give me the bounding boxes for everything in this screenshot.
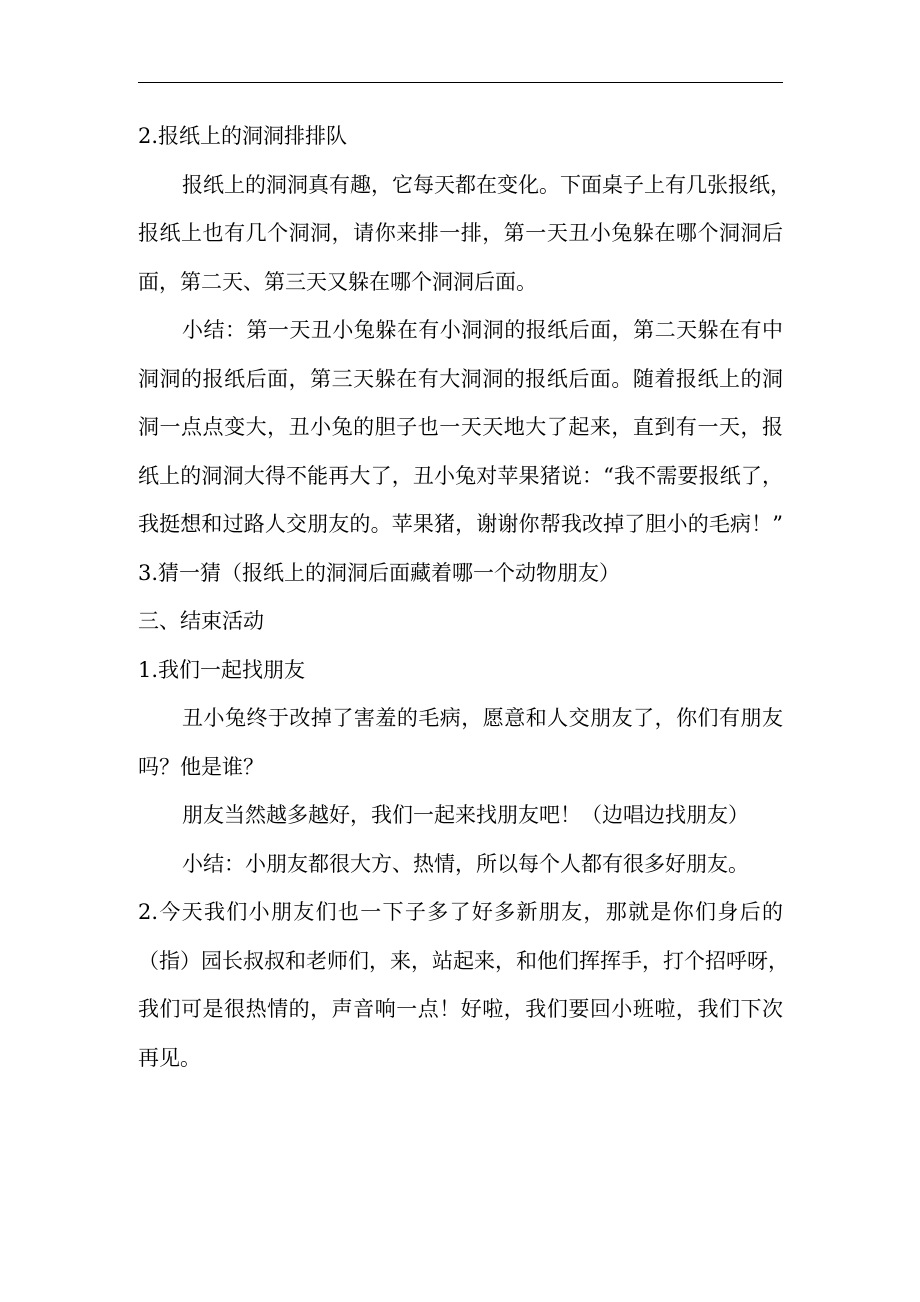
paragraph-line: 小结：第一天丑小兔躲在有小洞洞的报纸后面，第二天躲在有中 xyxy=(182,318,783,342)
paragraph-line: 我挺想和过路人交朋友的。苹果猪，谢谢你帮我改掉了胆小的毛病！” xyxy=(138,512,783,536)
paragraph-line: 洞一点点变大，丑小兔的胆子也一天天地大了起来，直到有一天，报 xyxy=(138,415,783,439)
paragraph-line: 吗？他是谁？ xyxy=(138,754,264,779)
document-body xyxy=(138,112,791,1082)
paragraph-line: 纸上的洞洞大得不能再大了，丑小兔对苹果猪说：“我不需要报纸了， xyxy=(138,463,783,488)
paragraph-line: 再见。 xyxy=(138,1045,201,1070)
paragraph-line: 丑小兔终于改掉了害羞的毛病，愿意和人交朋友了，你们有朋友 xyxy=(182,706,783,730)
paragraph-line: 洞洞的报纸后面，第三天躲在有大洞洞的报纸后面。随着报纸上的洞 xyxy=(138,366,783,391)
paragraph-line: 报纸上的洞洞真有趣，它每天都在变化。下面桌子上有几张报纸， xyxy=(182,172,791,197)
section-heading: 3.猜一猜（报纸上的洞洞后面藏着哪一个动物朋友） xyxy=(138,560,621,585)
paragraph-line: 小结：小朋友都很大方、热情，所以每个人都有很多好朋友。 xyxy=(182,851,749,876)
section-heading: 三、结束活动 xyxy=(138,609,264,633)
header-rule xyxy=(138,82,783,83)
paragraph-line: 我们可是很热情的，声音响一点！好啦，我们要回小班啦，我们下次 xyxy=(138,997,783,1021)
paragraph-line: （指）园长叔叔和老师们，来，站起来，和他们挥挥手，打个招呼呀， xyxy=(138,948,789,973)
paragraph-line: 朋友当然越多越好，我们一起来找朋友吧！（边唱边找朋友） xyxy=(182,803,749,827)
section-heading: 2.报纸上的洞洞排排队 xyxy=(138,124,348,148)
section-heading: 1.我们一起找朋友 xyxy=(138,657,306,682)
paragraph-line: 面，第二天、第三天又躲在哪个洞洞后面。 xyxy=(138,269,537,294)
paragraph-line: 报纸上也有几个洞洞，请你来排一排，第一天丑小兔躲在哪个洞洞后 xyxy=(138,221,783,245)
paragraph-line: 2.今天我们小朋友们也一下子多了好多新朋友，那就是你们身后的 xyxy=(138,900,783,924)
